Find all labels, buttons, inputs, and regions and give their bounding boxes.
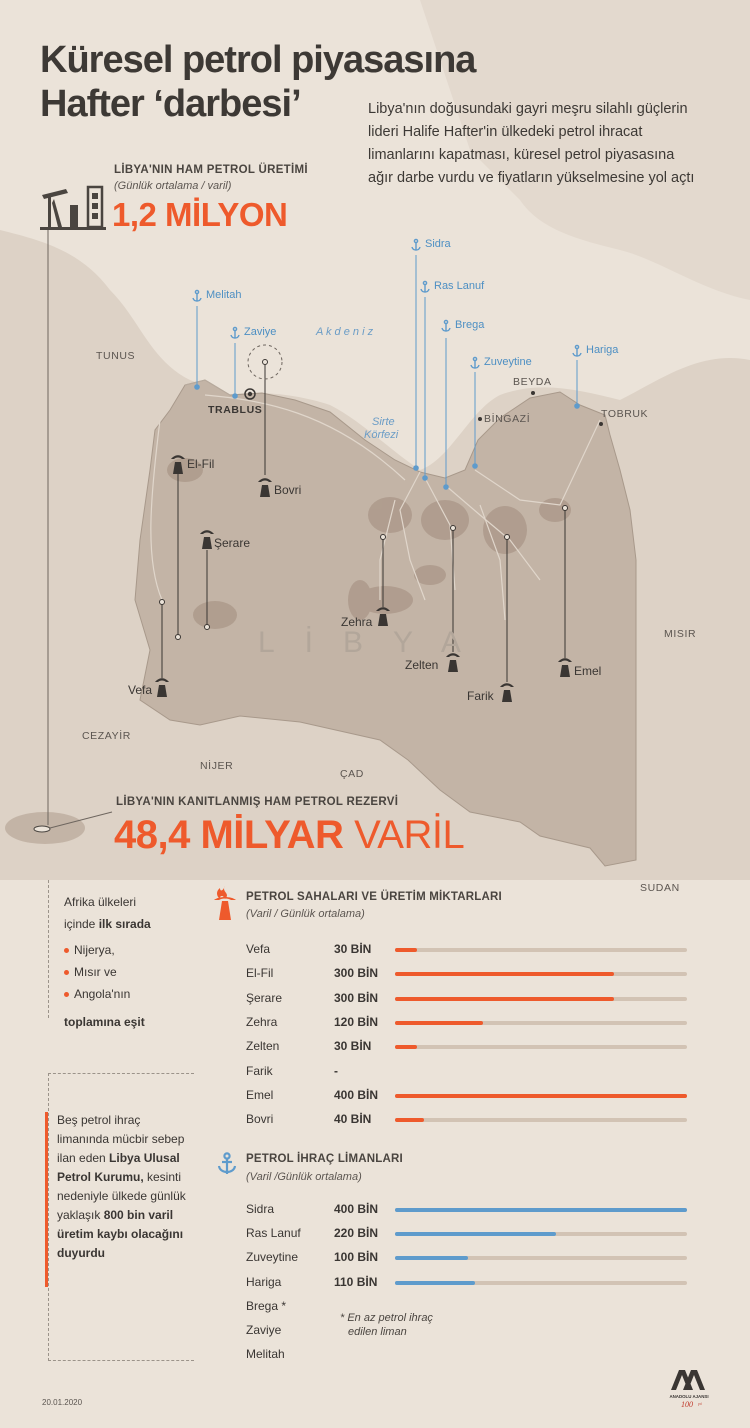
afrika-item-1 xyxy=(64,939,194,961)
sea-akdeniz: A k d e n i z xyxy=(316,326,374,338)
port-row-value: 110 BİN xyxy=(334,1274,378,1289)
field-bar xyxy=(395,1045,417,1049)
port-row-label: Sidra xyxy=(246,1202,275,1216)
field-bar xyxy=(395,972,614,976)
field-row-value: 300 BİN xyxy=(334,966,379,981)
reserve-dot xyxy=(34,826,50,832)
pump-jack-icon xyxy=(40,183,106,231)
country-tunus: TUNUS xyxy=(96,350,136,362)
port-ras-lanuf: Ras Lanuf xyxy=(434,280,485,292)
afrika-item-label: Mısır ve xyxy=(74,965,117,979)
anchor-icons xyxy=(193,239,581,368)
port-row-label: Zuveytine xyxy=(246,1250,299,1265)
afrika-item-label: Angola'nın xyxy=(74,987,131,1001)
afrika-line-3: toplamına eşit xyxy=(64,1015,145,1029)
field-row-value: - xyxy=(334,1063,338,1078)
port-hariga: Hariga xyxy=(586,344,619,356)
port-melitah: Melitah xyxy=(206,289,242,301)
field-bar xyxy=(395,1094,687,1098)
reserve-label: LİBYA'NIN KANITLANMIŞ HAM PETROL REZERVİ xyxy=(116,796,399,808)
title-line-2: Hafter ‘darbesi’ xyxy=(40,83,301,125)
port-bar-track xyxy=(395,1232,687,1236)
svg-text:ANADOLU AJANSI: ANADOLU AJANSI xyxy=(669,1394,709,1399)
note-bold-2: 800 bin varil üretim kaybı olacağını duyurdu xyxy=(57,1208,184,1260)
field-bar-track xyxy=(395,1118,687,1122)
note-text xyxy=(57,1111,187,1263)
svg-text:yıl: yıl xyxy=(698,1402,702,1406)
field-row-label: Bovri xyxy=(246,1112,274,1127)
field-bar xyxy=(395,1118,424,1122)
city-trablus: TRABLUS xyxy=(208,404,263,416)
port-bar xyxy=(395,1208,687,1212)
field-emel: Emel xyxy=(574,664,602,678)
field-row-label: Şerare xyxy=(246,990,283,1005)
country-nijer: NİJER xyxy=(200,760,234,772)
field-bovri: Bovri xyxy=(274,483,302,497)
bullet-icon xyxy=(64,948,69,953)
field-farik: Farik xyxy=(467,689,494,703)
country-cad: ÇAD xyxy=(340,768,364,780)
afrika-item-3 xyxy=(64,983,194,1005)
anadolu-ajansi-logo xyxy=(665,1366,713,1412)
footnote-line-1: * En az petrol ihraç xyxy=(340,1312,433,1324)
field-row-label: Zelten xyxy=(246,1039,280,1054)
fields-sub: (Varil / Günlük ortalama) xyxy=(246,908,365,920)
bullet-icon xyxy=(64,970,69,975)
field-row-label: Vefa xyxy=(246,942,271,956)
port-zaviye: Zaviye xyxy=(244,326,277,338)
reserve-value xyxy=(114,813,464,858)
note-accent xyxy=(45,1112,48,1287)
note-bold-1: Libya Ulusal Petrol Kurumu, xyxy=(57,1151,180,1184)
afrika-line-1: Afrika ülkeleri xyxy=(64,895,137,909)
port-row-value: 220 BİN xyxy=(334,1226,379,1241)
country-cezayir: CEZAYİR xyxy=(82,730,131,742)
ports-title: PETROL İHRAÇ LİMANLARI xyxy=(246,1153,403,1165)
field-bar-track xyxy=(395,972,687,976)
bullet-icon xyxy=(64,992,69,997)
field-el-fil: El-Fil xyxy=(187,457,215,471)
country-sudan: SUDAN xyxy=(640,882,680,894)
field-row-label: Farik xyxy=(246,1063,273,1078)
port-row-label: Zaviye xyxy=(246,1323,282,1337)
production-label: LİBYA'NIN HAM PETROL ÜRETİMİ xyxy=(114,164,308,176)
field-zelten: Zelten xyxy=(405,658,439,672)
field-bar xyxy=(395,948,417,952)
port-row-label: Brega * xyxy=(246,1298,287,1313)
afrika-line-2 xyxy=(64,913,194,935)
reserve-unit: VARİL xyxy=(354,813,465,857)
footnote-line-2: edilen liman xyxy=(348,1326,407,1338)
port-bar xyxy=(395,1232,556,1236)
field-bar xyxy=(395,1021,483,1025)
ports-sub: (Varil /Günlük ortalama) xyxy=(246,1171,362,1183)
country-libya: LİBYA xyxy=(258,626,491,659)
note-part-2: kesinti nedeniyle ülkede günlük yaklaşık xyxy=(57,1170,186,1222)
field-row-value: 120 BİN xyxy=(334,1014,379,1029)
oil-fire-icon xyxy=(212,886,238,920)
port-row-label: Ras Lanuf xyxy=(246,1226,301,1241)
afrika-item-label: Nijerya, xyxy=(74,943,115,957)
production-sub: (Günlük ortalama / varil) xyxy=(114,180,232,192)
production-value: 1,2 MİLYON xyxy=(112,196,288,233)
field-row-label: Zehra xyxy=(246,1014,278,1029)
port-row-value: 100 BİN xyxy=(334,1250,379,1265)
svg-text:100: 100 xyxy=(681,1400,693,1409)
note-part-1: Beş petrol ihraç limanında mücbir sebep ilan eden xyxy=(57,1113,185,1165)
port-bar xyxy=(395,1281,475,1285)
field-bar xyxy=(395,997,614,1001)
afrika-divider xyxy=(48,880,49,1018)
port-row-label: Melitah xyxy=(246,1347,285,1362)
footnote xyxy=(340,1311,433,1339)
sea-sirte-2: Körfezi xyxy=(364,429,399,441)
port-bar-track xyxy=(395,1208,687,1212)
city-beyda: BEYDA xyxy=(513,376,552,388)
field-serare: Şerare xyxy=(214,536,251,550)
field-row-value: 400 BİN xyxy=(334,1087,379,1102)
port-bar xyxy=(395,1256,468,1260)
field-row-value: 40 BİN xyxy=(334,1112,372,1127)
afrika-line-2b: ilk sırada xyxy=(98,917,151,931)
port-zuveytine: Zuveytine xyxy=(484,356,532,368)
afrika-box xyxy=(64,891,194,1033)
field-row-value: 30 BİN xyxy=(334,1039,372,1054)
intro-text: Libya'nın doğusundaki gayri meşru silahlı güçlerin lideri Halife Hafter'in ülkedeki petrol ihracat limanlarını kapatması, küresel petrol piyasasına ağır darbe vurdu ve fiyatların yükselmesine yol açtı xyxy=(368,101,695,186)
port-brega: Brega xyxy=(455,319,485,331)
country-misir: MISIR xyxy=(664,628,697,640)
fields-title: PETROL SAHALARI VE ÜRETİM MİKTARLARI xyxy=(246,891,502,903)
field-vefa: Vefa xyxy=(128,683,153,697)
sea-sirte-1: Sirte xyxy=(372,416,395,428)
port-row-value: 400 BİN xyxy=(334,1202,379,1216)
title-line-1: Küresel petrol piyasasına xyxy=(40,39,476,81)
anchor-icon xyxy=(216,1152,238,1176)
city-bingazi: BİNGAZİ xyxy=(484,413,531,425)
field-bar-track xyxy=(395,948,687,952)
field-row-value: 300 BİN xyxy=(334,990,379,1005)
field-zehra: Zehra xyxy=(341,615,373,629)
field-row-label: Emel xyxy=(246,1087,274,1102)
city-tobruk: TOBRUK xyxy=(601,408,649,420)
port-bar-track xyxy=(395,1256,687,1260)
field-row-value: 30 BİN xyxy=(334,942,372,956)
port-sidra: Sidra xyxy=(425,238,451,250)
afrika-line-2a: içinde xyxy=(64,917,99,931)
field-bar-track xyxy=(395,1094,687,1098)
date: 20.01.2020 xyxy=(42,1398,83,1407)
port-bar-track xyxy=(395,1281,687,1285)
field-row-label: El-Fil xyxy=(246,966,274,981)
reserve-amount: 48,4 MİLYAR xyxy=(114,813,344,857)
field-bar-track xyxy=(395,997,687,1001)
field-bar-track xyxy=(395,1045,687,1049)
field-bar-track xyxy=(395,1021,687,1025)
port-row-label: Hariga xyxy=(246,1274,282,1289)
afrika-item-2 xyxy=(64,961,194,983)
